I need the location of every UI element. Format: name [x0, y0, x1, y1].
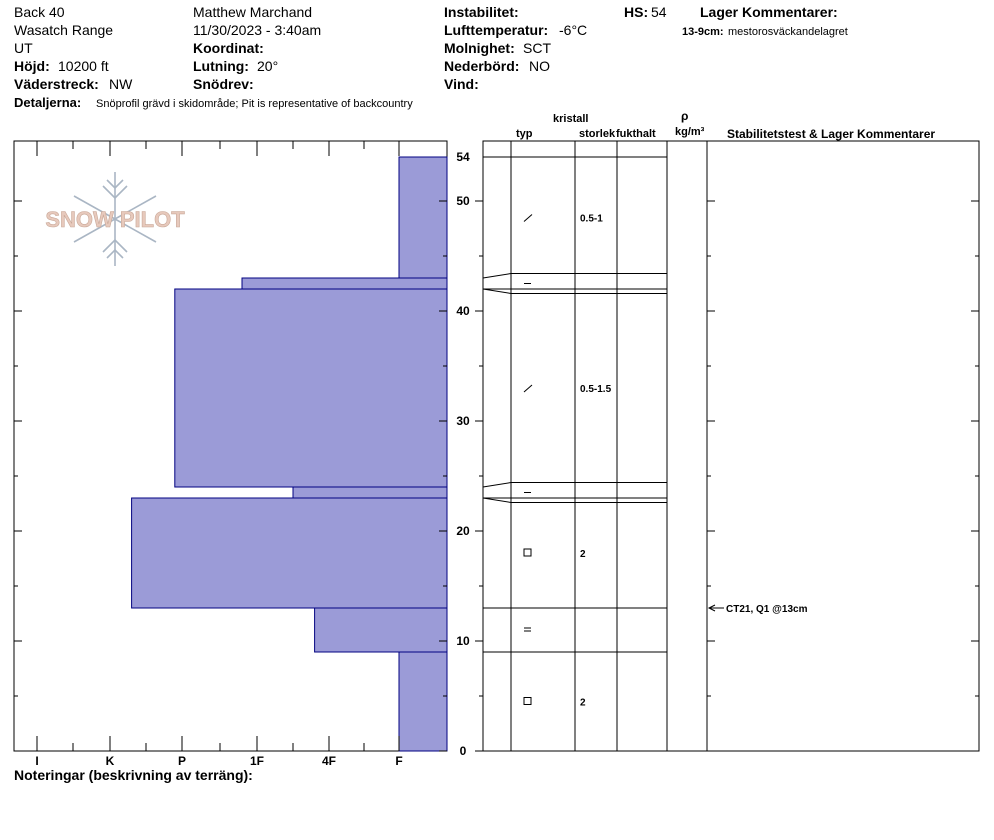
layer-connector [483, 483, 511, 488]
hardness-bar [293, 487, 447, 498]
table-content [483, 157, 808, 709]
hardness-tick-label: I [35, 754, 39, 768]
layer-connector [483, 498, 511, 503]
hardness-tick-label: 1F [249, 754, 265, 768]
state: UT [14, 40, 33, 56]
sky-value: SCT [523, 40, 551, 56]
hardness-tick-label: K [105, 754, 115, 768]
crystal-size: 0.5-1 [580, 213, 603, 225]
test-label: CT21, Q1 @13cm [726, 604, 808, 615]
hardness-bar [315, 608, 447, 652]
col-rho: ρ [681, 109, 689, 123]
col-type: typ [516, 128, 533, 140]
depth-tick-label: 40 [456, 304, 470, 318]
drift-label: Snödrev: [193, 76, 254, 92]
hardness-tick-label: P [177, 754, 187, 768]
depth-tick-label: 20 [456, 524, 470, 538]
elevation-value: 10200 ft [58, 58, 109, 74]
layer-connector [483, 289, 511, 294]
notes-label: Noteringar (beskrivning av terräng): [14, 767, 253, 783]
crystal-symbol-decomp [524, 385, 532, 392]
hardness-bar [399, 652, 447, 751]
profile-table [483, 141, 979, 751]
wind-label: Vind: [444, 76, 479, 92]
hardness-bar [399, 157, 447, 278]
precip-value: NO [529, 58, 550, 74]
table-grid [511, 141, 707, 751]
logo-text: SNOW PILOT [45, 207, 185, 232]
crystal-symbol-facet [524, 549, 531, 556]
hs-label: HS: [624, 4, 649, 20]
depth-tick-label: 10 [456, 634, 470, 648]
depth-tick-label: 0 [459, 744, 467, 758]
coord-label: Koordinat: [193, 40, 264, 56]
depth-tick-label: 30 [456, 414, 470, 428]
crystal-size: 2 [580, 697, 586, 709]
layer-comment-range: 13-9cm: [682, 26, 724, 38]
slope-label: Lutning: [193, 58, 249, 74]
elevation-label: Höjd: [14, 58, 50, 74]
aspect-value: NW [109, 76, 133, 92]
layer-connector [483, 274, 511, 279]
depth-tick-label: 54 [456, 150, 470, 164]
slope-value: 20° [257, 58, 279, 74]
depth-axis [14, 150, 979, 758]
crystal-symbol-facet [524, 698, 531, 705]
hardness-bar [175, 289, 447, 487]
crystal-size: 0.5-1.5 [580, 384, 612, 395]
col-density-unit: kg/m³ [675, 126, 705, 138]
col-crystal: kristall [553, 113, 589, 125]
col-moisture: fukthalt [616, 128, 656, 140]
hardness-tick-label: F [395, 754, 403, 768]
hs-value: 54 [651, 4, 667, 20]
location: Back 40 [14, 4, 65, 20]
col-stability: Stabilitetstest & Lager Kommentarer [727, 127, 936, 141]
observer: Matthew Marchand [193, 4, 313, 20]
hardness-bar [132, 498, 447, 608]
precip-label: Nederbörd: [444, 58, 520, 74]
crystal-size: 2 [580, 549, 586, 560]
datetime: 11/30/2023 - 3:40am [193, 22, 322, 38]
range: Wasatch Range [14, 22, 114, 38]
layer-comments-label: Lager Kommentarer: [700, 4, 838, 20]
hardness-bar [242, 278, 447, 289]
instability-label: Instabilitet: [444, 4, 519, 20]
col-size: storlek [579, 128, 616, 140]
hardness-bars [132, 157, 447, 751]
crystal-symbol-decomp [524, 215, 532, 222]
sky-label: Molnighet: [444, 40, 515, 56]
aspect-label: Väderstreck: [14, 76, 99, 92]
details-label: Detaljerna: [14, 95, 82, 110]
details-text: Snöprofil grävd i skidområde; Pit is representative of backcountry [96, 98, 413, 110]
depth-tick-label: 50 [456, 194, 470, 208]
hardness-tick-label: 4F [321, 754, 337, 768]
layer-comment-text: mestorosväckandelagret [728, 26, 848, 38]
airtemp-value: -6°C [559, 22, 588, 38]
airtemp-label: Lufttemperatur: [444, 22, 549, 38]
